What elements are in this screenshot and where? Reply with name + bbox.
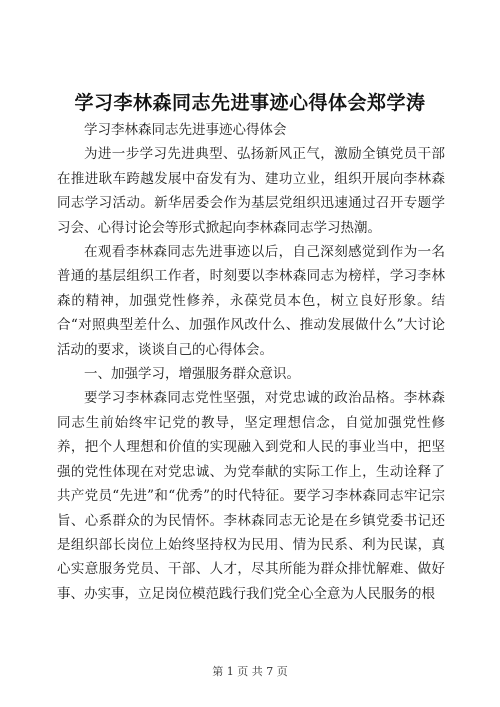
section-heading: 一、加强学习，增强服务群众意识。 xyxy=(84,366,300,383)
paragraph-intro: 为进一步学习先进典型、弘扬新风正气，激励全镇党员干部在推进耿车跨越发展中奋发有为、建功立业，组织开展向李林森同志学习活动。新华居委会作为基层党组织迅速通过召开专题学习会、心得讨论会等形式掀起向李林森同志学习热潮。 xyxy=(57,146,445,236)
paragraph-reflection: 在观看李林森同志先进事迹以后，自己深刻感觉到作为一名普通的基层组织工作者，时刻要以李林森同志为榜样，学习李林森的精神，加强党性修养，永葆党员本色，树立良好形象。结合“对照典型差什么、加强作风改什么、推动发展做什么”大讨论活动的要求，谈谈自己的心得体会。 xyxy=(57,244,445,358)
document-body xyxy=(57,118,445,606)
paragraph-study: 要学习李林森同志党性坚强，对党忠诚的政治品格。李林森同志生前始终牢记党的教导，坚定理想信念，自觉加强党性修养，把个人理想和价值的实现融入到党和人民的事业当中，把坚强的党性体现在对党忠诚、为党奉献的实际工作上，生动诠释了共产党员“先进”和“优秀”的时代特征。要学习李林森同志牢记宗旨、心系群众的为民情怀。李林森同志无论是在乡镇党委书记还是组织部长岗位上始终坚持权为民用、情为民系、利为民谋，真心实意服务党员、干部、人才，尽其所能为群众排忧解难、做好事、办实事，立足岗位模范践行我们党全心全意为人民服务的根 xyxy=(57,390,445,602)
page-footer: 第 1 页 共 7 页 xyxy=(212,665,288,678)
document-title: 学习李林森同志先进事迹心得体会郑学涛 xyxy=(74,92,426,114)
document-subtitle: 学习李林森同志先进事迹心得体会 xyxy=(84,122,287,138)
